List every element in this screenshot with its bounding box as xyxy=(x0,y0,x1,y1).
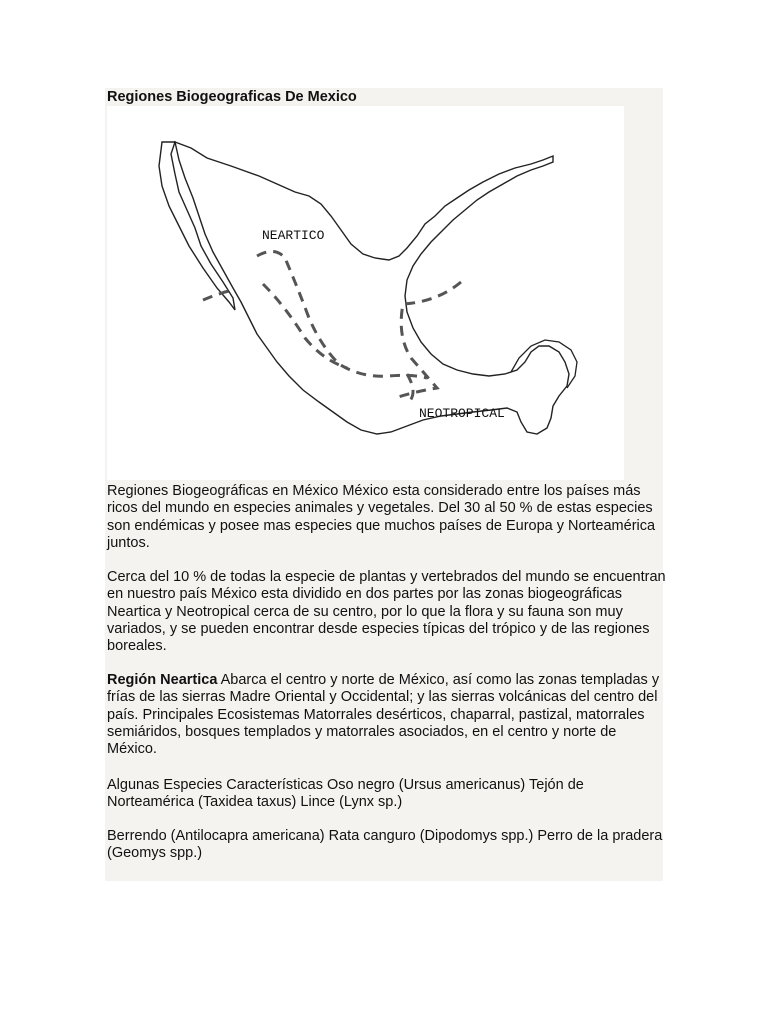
boundary-line-south xyxy=(407,374,413,404)
document-title: Regiones Biogeograficas De Mexico xyxy=(107,89,357,105)
region-neartica-heading: Región Neartica xyxy=(107,672,218,688)
paragraph-zones: Cerca del 10 % de todas la especie de plantas y vertebrados del mundo se encuentran en nuestro país México esta dividido en dos partes por las zonas biogeográficas Neartica y Neotropical cerca de su centro, por lo que la flora y su fauna son muy variados, y se pueden encontrar desde especies típicas del trópico y de las regiones boreales. xyxy=(107,569,666,655)
label-neotropical: NEOTROPICAL xyxy=(419,406,505,421)
paragraph-species-2: Berrendo (Antilocapra americana) Rata canguro (Dipodomys spp.) Perro de la pradera (Geomys spp.) xyxy=(107,828,663,862)
mainland-outline xyxy=(175,142,569,434)
boundary-line-west xyxy=(203,290,233,300)
boundary-line-inner xyxy=(263,284,347,368)
paragraph-species-1: Algunas Especies Características Oso negro (Ursus americanus) Tejón de Norteamérica (Taxidea taxus) Lince (Lynx sp.) xyxy=(107,777,584,811)
map-figure xyxy=(107,106,624,480)
paragraph-region-neartica xyxy=(107,672,667,758)
paragraph-intro: Regiones Biogeográficas en México México esta considerado entre los países más ricos del mundo en especies animales y vegetales. Del 30 al 50 % de estas especies son endémicas y posee mas especies que muchos países de Europa y Norteamérica juntos. xyxy=(107,483,656,551)
label-neartico: NEARTICO xyxy=(262,228,325,243)
baja-peninsula-outline xyxy=(159,142,235,310)
yucatan-outline xyxy=(511,340,577,388)
region-neartica-body: Abarca el centro y norte de México, así como las zonas templadas y frías de las sierras Madre Oriental y Occidental; y las sierras volcánicas del centro del país. Principales Ecosistemas Matorrales desérticos, chaparral, pastizal, matorrales semiáridos, bosques templados y matorrales asociados, en el centro y norte de México. xyxy=(107,672,660,758)
mexico-map-icon xyxy=(107,106,624,480)
